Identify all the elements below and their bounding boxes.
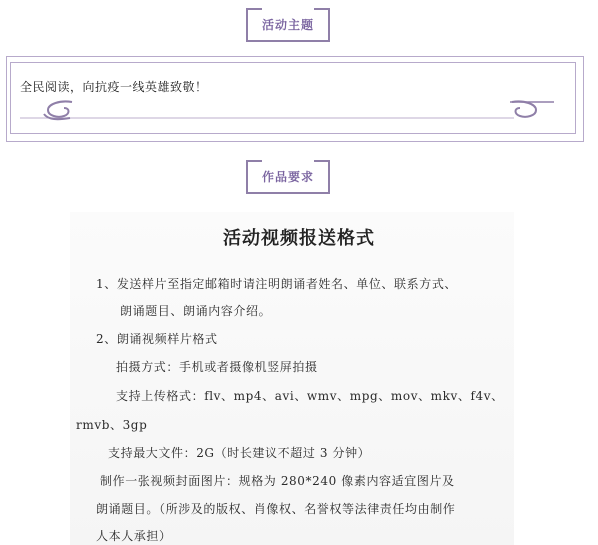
section-tag-theme-label: 活动主题 [261,17,314,32]
doc-line: 2、朗诵视频样片格式 [96,332,218,346]
requirements-document [70,212,514,545]
doc-line: 1、发送样片至指定邮箱时请注明朗诵者姓名、单位、联系方式、 [96,277,458,291]
doc-line: 朗诵题目、朗诵内容介绍。 [120,304,272,318]
doc-line: 人本人承担） [96,529,172,543]
doc-line: 朗诵题目。（所涉及的版权、肖像权、名誉权等法律责任均由制作 [96,502,456,516]
doc-line: 制作一张视频封面图片：规格为 280*240 像素内容适宜图片及 [100,474,455,488]
theme-text: 全民阅读，向抗疫一线英雄致敬！ [20,80,208,94]
doc-line: 拍摄方式：手机或者摄像机竖屏拍摄 [116,360,318,374]
doc-line: rmvb、3gp [76,418,148,432]
left-wave-ornament [14,96,574,124]
doc-line: 支持上传格式：flv、mp4、avi、wmv、mpg、mov、mkv、f4v、 [116,389,504,403]
section-tag-theme [246,8,330,42]
doc-line: 支持最大文件：2G（时长建议不超过 3 分钟） [108,446,371,460]
document-title: 活动视频报送格式 [223,228,375,249]
section-tag-requirements [246,160,330,194]
section-tag-requirements-label: 作品要求 [261,169,314,184]
